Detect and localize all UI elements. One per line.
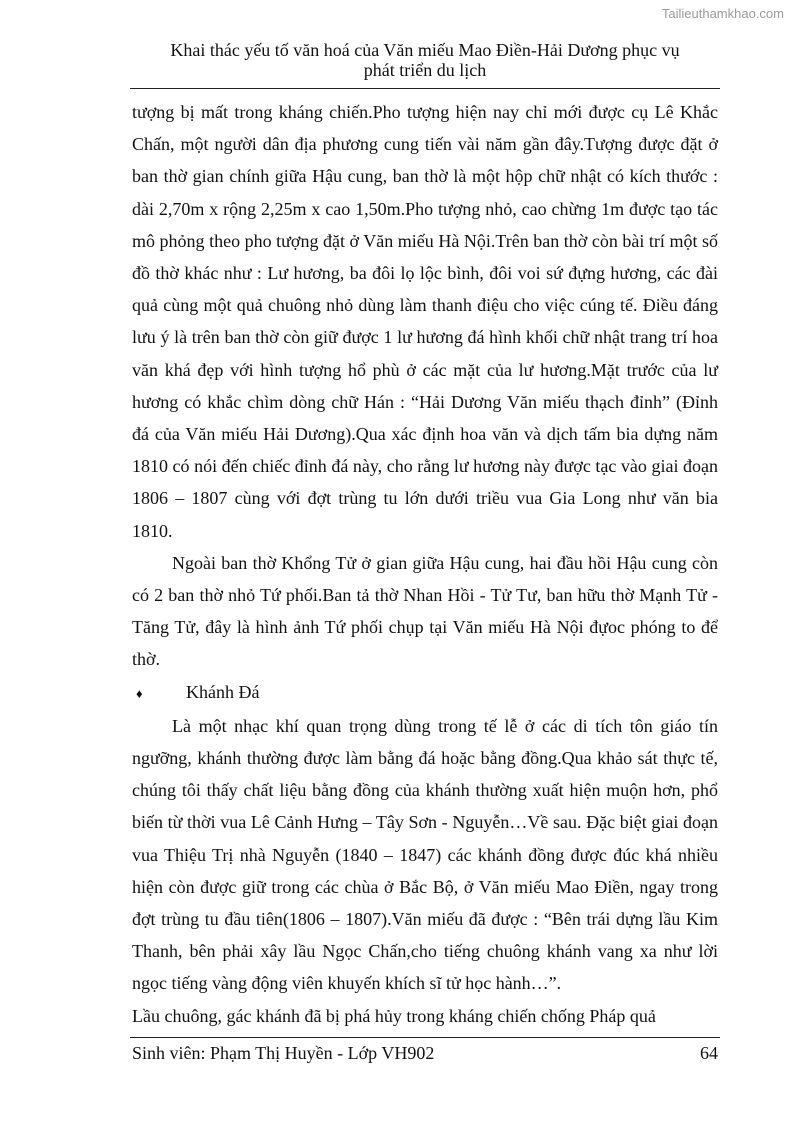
header-title-line1: Khai thác yếu tố văn hoá của Văn miếu Mao Điền-Hải Dương phục vụ xyxy=(170,40,680,60)
paragraph-1: tượng bị mất trong kháng chiến.Pho tượng hiện nay chỉ mới được cụ Lê Khắc Chấn, một người dân địa phương cung tiến vài năm gần đây.Tượng được đặt ở ban thờ gian chính giữa Hậu cung, ban thờ là một hộp chữ nhật có kích thước : dài 2,70m x rộng 2,25m x cao 1,50m.Pho tượng nhỏ, cao chừng 1m được tạo tác mô phỏng theo pho tượng đặt ở Văn miếu Hà Nội.Trên ban thờ còn bài trí một số đồ thờ khác như : Lư hương, ba đôi lọ lộc bình, đôi voi sứ đựng hương, các đài quả cùng một quả chuông nhỏ dùng làm thanh điệu cho việc cúng tế. Điều đáng lưu ý là trên ban thờ còn giữ được 1 lư hương đá hình khối chữ nhật trang trí hoa văn khá đẹp với hình tượng hổ phù ở các mặt của lư hương.Mặt trước của lư hương có khắc chìm dòng chữ Hán : “Hải Dương Văn miếu thạch đỉnh” (Đỉnh đá của Văn miếu Hải Dương).Qua xác định hoa văn và dịch tấm bia dựng năm 1810 có nói đến chiếc đỉnh đá này, cho rằng lư hương này được tạc vào giai đoạn 1806 – 1807 cùng với đợt trùng tu lớn dưới triều vua Gia Long như văn bia 1810. xyxy=(132,102,718,541)
page-footer xyxy=(132,1043,718,1064)
section-heading xyxy=(132,676,718,710)
diamond-bullet-icon: ♦ xyxy=(136,685,143,701)
paragraph-4: Lầu chuông, gác khánh đã bị phá hủy trong kháng chiến chống Pháp quả xyxy=(132,1005,656,1026)
body-content xyxy=(132,96,718,1032)
watermark-text: Tailieuthamkhao.com xyxy=(661,6,784,21)
header-title-line2: phát triển du lịch xyxy=(363,60,487,80)
paragraph-3: Là một nhạc khí quan trọng dùng trong tế lễ ở các di tích tôn giáo tín ngưỡng, khánh thường được làm bằng đá hoặc bằng đồng.Qua khảo sát thực tế, chúng tôi thấy chất liệu bằng đồng của khánh thường xuất hiện muộn hơn, phổ biến từ thời vua Lê Cảnh Hưng – Tây Sơn - Nguyễn…Về sau. Đặc biệt giai đoạn vua Thiệu Trị nhà Nguyễn (1840 – 1847) các khánh đồng được đúc khá nhiều hiện còn được giữ trong các chùa ở Bắc Bộ, ở Văn miếu Mao Điền, ngay trong đợt trùng tu đầu tiên(1806 – 1807).Văn miếu đã được : “Bên trái dựng lầu Kim Thanh, bên phải xây lầu Ngọc Chấn,cho tiếng chuông khánh vang xa như lời ngọc tiếng vàng động viên khuyến khích sĩ tử học hành…”. xyxy=(132,715,718,994)
header-divider xyxy=(130,88,720,89)
footer-student-info: Sinh viên: Phạm Thị Huyền - Lớp VH902 xyxy=(132,1043,435,1063)
page-header xyxy=(130,40,720,80)
paragraph-2: Ngoài ban thờ Khổng Tử ở gian giữa Hậu cung, hai đầu hồi Hậu cung còn có 2 ban thờ nhỏ Tứ phối.Ban tả thờ Nhan Hồi - Tử Tư, ban hữu thờ Mạnh Tử - Tăng Tử, đây là hình ảnh Tứ phối chụp tại Văn miếu Hà Nội đựoc phóng to để thờ. xyxy=(132,552,718,670)
section-heading-text: Khánh Đá xyxy=(186,681,260,702)
page-number: 64 xyxy=(700,1043,718,1063)
footer-divider xyxy=(130,1037,720,1038)
